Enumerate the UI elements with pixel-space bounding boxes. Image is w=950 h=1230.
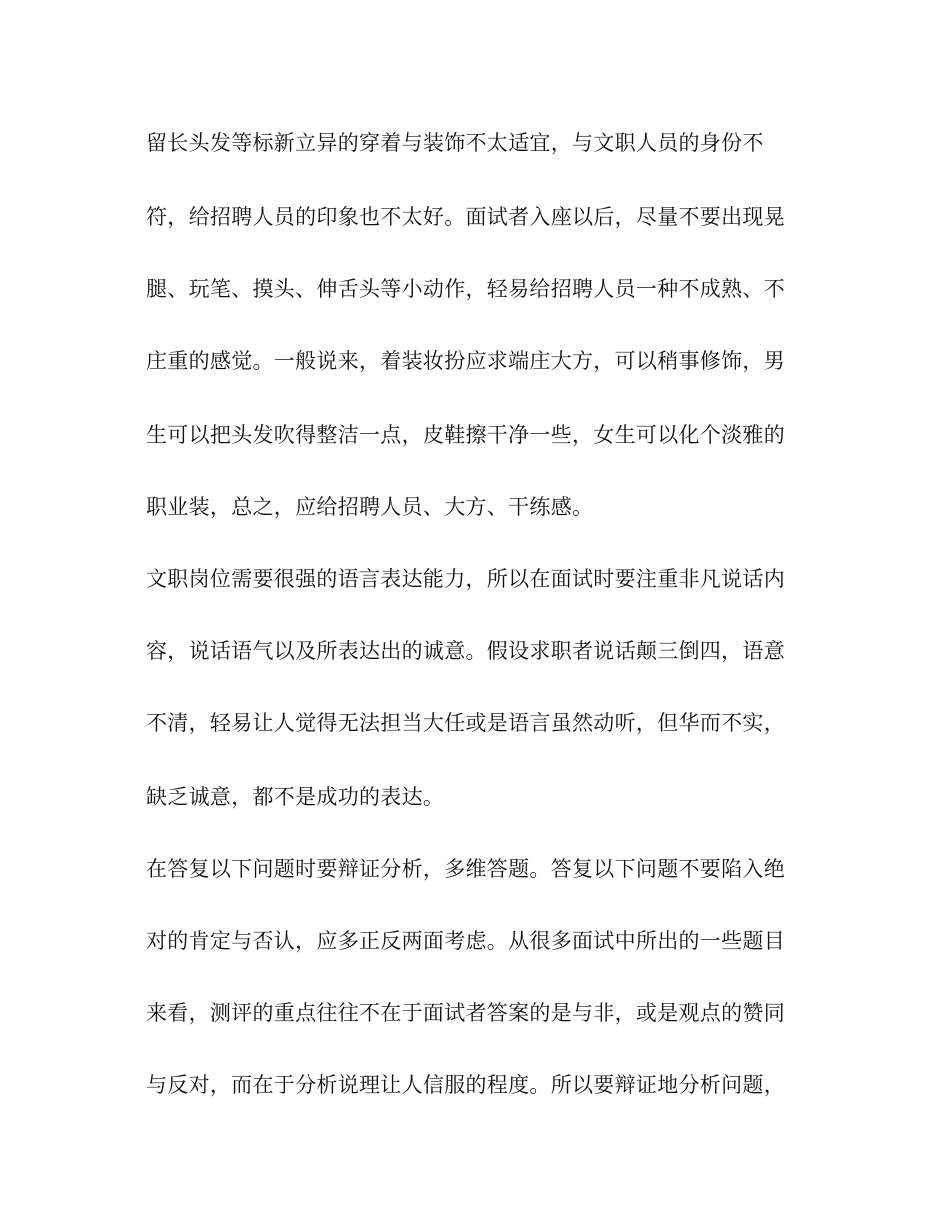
text-line: 对的肯定与否认，应多正反两面考虑。从很多面试中所出的一些题目 xyxy=(146,929,785,953)
text-line: 留长头发等标新立异的穿着与装饰不太适宜，与文职人员的身份不 xyxy=(146,131,764,155)
text-line: 与反对，而在于分析说理让人信服的程度。所以要辩证地分析问题， xyxy=(146,1073,785,1097)
text-line: 生可以把头发吹得整洁一点，皮鞋擦干净一些，女生可以化个淡雅的 xyxy=(146,423,785,447)
text-line: 缺乏诚意，都不是成功的表达。 xyxy=(146,785,445,809)
text-line: 文职岗位需要很强的语言表达能力，所以在面试时要注重非凡说话内 xyxy=(146,567,785,591)
text-line: 不清，轻易让人觉得无法担当大任或是语言虽然动听，但华而不实， xyxy=(146,711,785,735)
text-line: 在答复以下问题时要辩证分析，多维答题。答复以下问题不要陷入绝 xyxy=(146,857,785,881)
text-line: 容，说话语气以及所表达出的诚意。假设求职者说话颠三倒四，语意 xyxy=(146,639,785,663)
text-line: 来看，测评的重点往往不在于面试者答案的是与非，或是观点的赞同 xyxy=(146,1001,785,1025)
text-line: 庄重的感觉。一般说来，着装妆扮应求端庄大方，可以稍事修饰，男 xyxy=(146,349,785,373)
text-line: 腿、玩笔、摸头、伸舌头等小动作，轻易给招聘人员一种不成熟、不 xyxy=(146,277,785,301)
text-line: 符，给招聘人员的印象也不太好。面试者入座以后，尽量不要出现晃 xyxy=(146,205,785,229)
text-line: 职业装，总之，应给招聘人员、大方、干练感。 xyxy=(146,495,594,519)
